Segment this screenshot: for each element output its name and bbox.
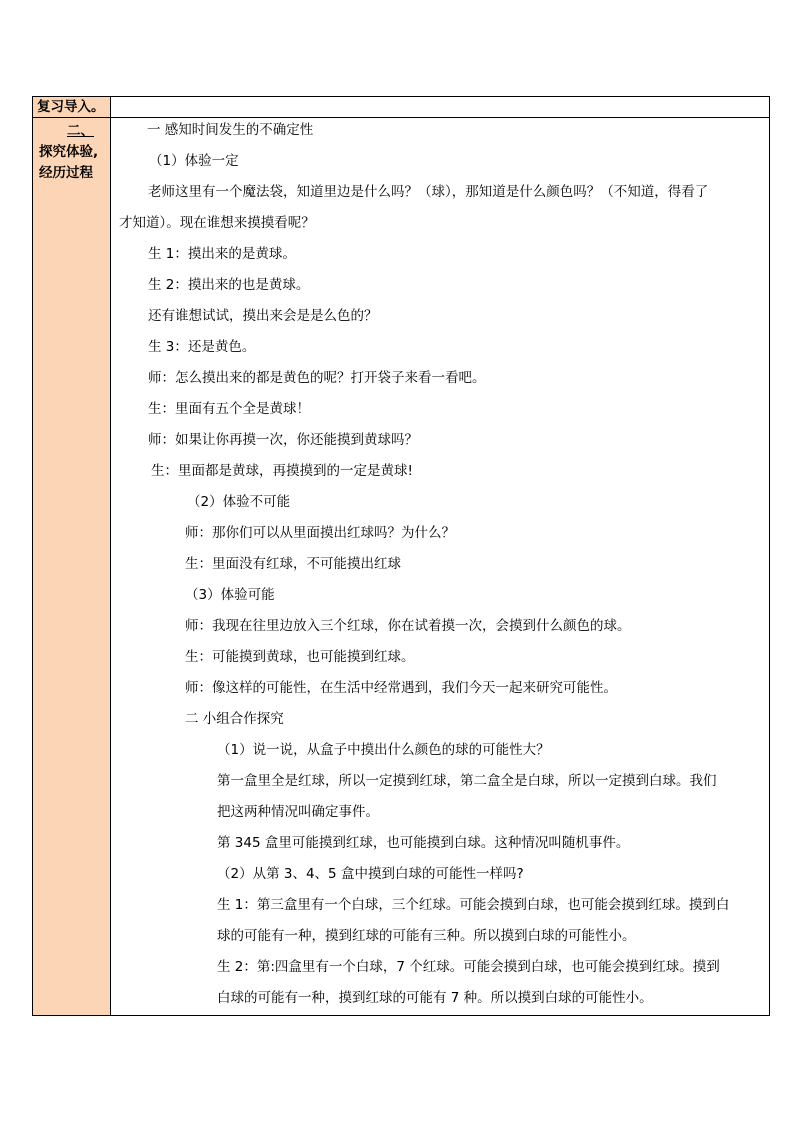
paragraph-line: 把这两种情况叫确定事件。 bbox=[217, 804, 379, 820]
paragraph-line: （2）体验不可能 bbox=[187, 494, 291, 510]
paragraph-line: 师：怎么摸出来的都是黄色的呢？打开袋子来看一看吧。 bbox=[148, 370, 486, 386]
paragraph-line: 第一盒里全是红球，所以一定摸到红球，第二盒全是白球，所以一定摸到白球。我们 bbox=[217, 773, 717, 789]
table-row-explore bbox=[33, 118, 770, 1016]
paragraph-line: 生 1：摸出来的是黄球。 bbox=[148, 246, 296, 262]
paragraph-line: 师：我现在往里边放入三个红球，你在试着摸一次，会摸到什么颜色的球。 bbox=[185, 618, 631, 634]
paragraph-line: 才知道）。现在谁想来摸摸看呢？ bbox=[119, 215, 315, 231]
explore-label-cell bbox=[33, 118, 111, 1016]
section-number: 二、 bbox=[67, 123, 94, 139]
paragraph-line: 老师这里有一个魔法袋，知道里边是什么吗？（球），那知道是什么颜色吗？（不知道，得看了 bbox=[148, 184, 709, 200]
explore-label bbox=[33, 118, 110, 184]
paragraph-line: 白球的可能有一种，摸到红球的可能有 7 种。所以摸到白球的可能性小。 bbox=[217, 990, 653, 1006]
review-content-cell bbox=[111, 97, 770, 118]
paragraph-line: 生：可能摸到黄球，也可能摸到红球。 bbox=[185, 649, 415, 665]
table-row-review bbox=[33, 97, 770, 118]
paragraph-line: （1）体验一定 bbox=[149, 153, 239, 169]
review-cell bbox=[33, 97, 111, 118]
paragraph-line: 生：里面没有红球，不可能摸出红球 bbox=[185, 556, 401, 572]
paragraph-line: （3）体验可能 bbox=[185, 587, 275, 603]
section-title-line1: 探究体验, bbox=[39, 144, 99, 160]
paragraph-line: 生 3：还是黄色。 bbox=[148, 339, 256, 355]
paragraph-line: 师：如果让你再摸一次，你还能摸到黄球吗？ bbox=[148, 432, 418, 448]
paragraph-line: 生 1：第三盒里有一个白球，三个红球。可能会摸到白球，也可能会摸到红球。摸到白 bbox=[217, 897, 730, 913]
section-title-line2: 经历过程 bbox=[39, 165, 93, 181]
paragraph-line: 生 2：摸出来的也是黄球。 bbox=[148, 277, 310, 293]
paragraph-line: 球的可能有一种，摸到红球的可能有三种。所以摸到白球的可能性小。 bbox=[217, 928, 636, 944]
lesson-plan-table bbox=[32, 96, 770, 1016]
paragraph-line: （1）说一说，从盒子中摸出什么颜色的球的可能性大？ bbox=[217, 742, 550, 758]
paragraph-line: 生 2：第:四盒里有一个白球，7 个红球。可能会摸到白球，也可能会摸到红球。摸到 bbox=[217, 959, 720, 975]
explore-content-cell bbox=[111, 118, 770, 1016]
paragraph-line: （2）从第 3、4、5 盒中摸到白球的可能性一样吗? bbox=[217, 866, 524, 882]
paragraph-line: 一 感知时间发生的不确定性 bbox=[147, 122, 314, 138]
paragraph-line: 生：里面有五个全是黄球！ bbox=[148, 401, 310, 417]
paragraph-line: 生：里面都是黄球，再摸摸到的一定是黄球! bbox=[151, 463, 413, 479]
paragraph-line: 师：那你们可以从里面摸出红球吗？为什么？ bbox=[185, 525, 455, 541]
paragraph-line: 二 小组合作探究 bbox=[185, 711, 284, 727]
paragraph-line: 还有谁想试试，摸出来会是是么色的？ bbox=[148, 308, 378, 324]
paragraph-line: 第 345 盒里可能摸到红球，也可能摸到白球。这种情况叫随机事件。 bbox=[217, 835, 630, 851]
paragraph-line: 师：像这样的可能性，在生活中经常遇到，我们今天一起来研究可能性。 bbox=[185, 680, 617, 696]
explore-content bbox=[111, 118, 769, 1015]
review-label: 复习导入。 bbox=[37, 99, 105, 115]
